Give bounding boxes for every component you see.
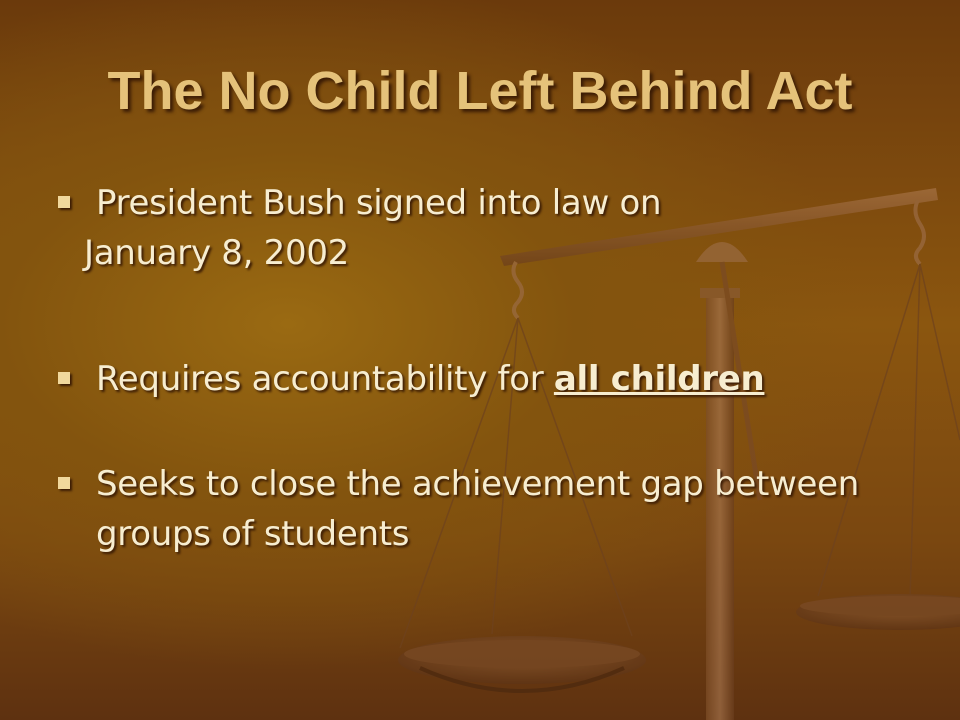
spacer (58, 278, 918, 354)
bullet-text: Requires accountability for (96, 359, 554, 399)
bullet-date: January 8, 2002 (84, 233, 349, 273)
spacer (58, 404, 918, 459)
bullet-item (58, 354, 918, 404)
bullet-continuation (58, 228, 918, 278)
bullet-item (58, 459, 918, 559)
slide-title: The No Child Left Behind Act (107, 61, 853, 121)
bullet-marker-icon (58, 372, 70, 384)
bullet-item (58, 178, 918, 228)
bullet-text: Seeks to close the achievement gap between groups of students (96, 464, 859, 554)
bullet-marker-icon (58, 196, 70, 208)
bullet-emphasis: all children (553, 359, 765, 399)
bullet-list (58, 178, 918, 559)
bullet-marker-icon (58, 477, 70, 489)
bullet-text: President Bush signed into law on (96, 183, 662, 223)
